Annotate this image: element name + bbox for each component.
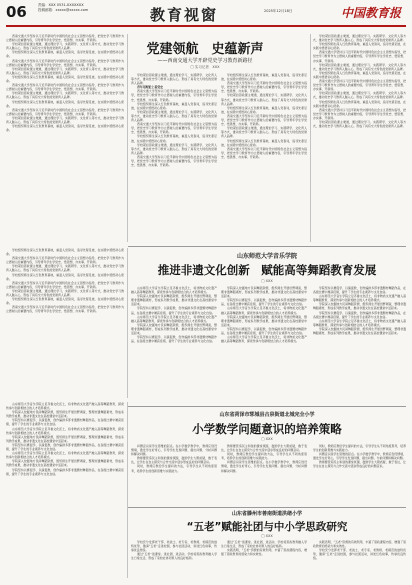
article1-paragraph: 学校紧扣思政课主渠道，通过理论学习、实践研学、文化育人等方式，推动党史学习教育入脑入心，形成了具有交大特色的党建育人品牌。	[6, 288, 124, 298]
article4-paragraph: 学校充分发挥老干部、老战士、老专家、老教师、老模范的独特优势，邀请“五老”走进校园，参与社团活动，讲述红色故事，传承优良传统。	[131, 540, 217, 553]
article1-lead-heading: 青年用理论上看党史	[137, 85, 164, 90]
article2-column-2	[221, 286, 307, 404]
article2-paragraph: 学院坚持以赛促学、以演促教，创作编排多部非遗题材舞蹈作品，在各级比赛中屡获佳绩，提升了学生的专业素养与文化自信。	[221, 326, 307, 336]
page-number: 06	[6, 3, 27, 21]
article1-paragraph: 学校紧扣思政课主渠道，通过理论学习、实践研学、文化育人等方式，推动党史学习教育入脑入心，形成了具有交大特色的党建育人品牌。	[131, 73, 217, 86]
article3-paragraph: 教师要营造民主和谐的课堂氛围，鼓励学生大胆质疑，敢于表达，让学生在自主探究与合作交流中逐步形成良好的问题意识。	[131, 456, 217, 465]
article1-paragraph: 西南交通大学坚持以习近平新时代中国特色社会主义思想为指导，把党史学习教育作为立德树人的重要内容，引导青年学生学党史、悟思想、办实事、开新局。	[221, 146, 307, 159]
article1-column-left	[6, 34, 124, 244]
article2-paragraph: 学院深入挖掘地方民间舞蹈资源，组织师生开展田野调查，整理非遗舞蹈素材，形成系列教学成果，推动非遗文化在高校课堂中活起来。	[131, 294, 217, 307]
article1-paragraph: 学校紧扣思政课主渠道，通过理论学习、实践研学、文化育人等方式，推动党史学习教育入脑入心，形成了具有交大特色的党建育人品牌。	[6, 91, 124, 100]
article2-paragraph: 学院坚持以赛促学、以演促教，创作编排多部非遗题材舞蹈作品，在各级比赛中屡获佳绩，提升了学生的专业素养与文化自信。	[221, 298, 307, 307]
article1-paragraph: 学校组织师生深入红色教育基地，重温入党誓词，追寻先辈足迹，在实践中感悟初心使命。	[221, 105, 307, 114]
article1-paragraph: 西南交通大学坚持以习近平新时代中国特色社会主义思想为指导，把党史学习教育作为立德树人的重要内容，引导青年学生学党史、悟思想、办实事、开新局。	[6, 107, 124, 116]
article1-paragraph: 学校紧扣思政课主渠道，通过理论学习、实践研学、文化育人等方式，推动党史学习教育入脑入心，形成了具有交大特色的党建育人品牌。	[313, 62, 406, 71]
article1-paragraph: 西南交通大学坚持以习近平新时代中国特色社会主义思想为指导，把党史学习教育作为立德树人的重要内容，引导青年学生学党史、悟思想、办实事、开新局。	[6, 280, 124, 289]
article2-column-1	[131, 286, 217, 404]
column-divider	[127, 402, 128, 578]
article4-kicker: 山东省滕州市善南街道洪绪小学	[231, 511, 302, 517]
article1-paragraph: 学校紧扣思政课主渠道，通过理论学习、实践研学、文化育人等方式，推动党史学习教育入脑入心，形成了具有交大特色的党建育人品牌。	[131, 109, 217, 123]
article1-paragraph: 学校组织师生深入红色教育基地，重温入党誓词，追寻先辈足迹，在实践中感悟初心使命。	[6, 50, 124, 59]
article1-paragraph: 学校组织师生深入红色教育基地，重温入党誓词，追寻先辈足迹，在实践中感悟初心使命。	[313, 99, 406, 108]
article1-column-mid2	[221, 73, 307, 243]
article3-paragraph: 同时，教师应教给学生提问的方法，引导学生从不同角度思考，培养学生的创新思维与实践能力。	[221, 452, 307, 461]
article1-paragraph: 西南交通大学坚持以习近平新时代中国特色社会主义思想为指导，把党史学习教育作为立德树人的重要内容，引导青年学生学党史、悟思想、办实事、开新局。	[313, 107, 406, 120]
article1-paragraph: 西南交通大学坚持以习近平新时代中国特色社会主义思想为指导，把党史学习教育作为立德树人的重要内容，引导青年学生学党史、悟思想、办实事、开新局。	[313, 79, 406, 92]
article2-paragraph: 山东师范大学音乐学院立足齐鲁文化沃土，将非物质文化遗产融入高等舞蹈教育，探索传承与创新相结合的人才培养模式。	[131, 286, 217, 295]
article2-paragraph: 山东师范大学音乐学院立足齐鲁文化沃土，将非物质文化遗产融入高等舞蹈教育，探索传承与创新相结合的人才培养模式。	[313, 318, 406, 327]
article4-column-2	[221, 540, 307, 582]
editor-info	[38, 3, 88, 13]
article4-paragraph: 实践表明，“五老”资源的有效利用，丰富了思政课程内容，增强了思政教育的感染力和实效性。	[313, 540, 406, 549]
email-line: 投稿邮箱：xxxxx@xxxxx.com	[38, 8, 89, 12]
article1-paragraph: 学校紧扣思政课主渠道，通过理论学习、实践研学、文化育人等方式，推动党史学习教育入脑入心，形成了具有交大特色的党建育人品牌。	[313, 91, 406, 100]
article1-paragraph: 学校紧扣思政课主渠道，通过理论学习、实践研学、文化育人等方式，推动党史学习教育入脑入心，形成了具有交大特色的党建育人品牌。	[221, 126, 307, 139]
article1-paragraph: 西南交通大学坚持以习近平新时代中国特色社会主义思想为指导，把党史学习教育作为立德树人的重要内容，引导青年学生学党史、悟思想、办实事、开新局。	[131, 154, 217, 168]
article4-title: “五老”赋能社团与中小学思政研究	[186, 521, 348, 533]
article3-paragraph: 问题意识是学生思维的起点。在小学数学教学中，教师应创设情境，激发学生好奇心，引导学生发现问题、提出问题、分析问题和解决问题。	[131, 444, 217, 457]
article3-paragraph: 教师要营造民主和谐的课堂氛围，鼓励学生大胆质疑，敢于表达，让学生在自主探究与合作交流中逐步形成良好的问题意识。	[313, 460, 406, 469]
article2-byline: □ XXX	[261, 279, 273, 283]
article1-column-right	[313, 34, 406, 244]
article1-paragraph: 学校紧扣思政课主渠道，通过理论学习、实践研学、文化育人等方式，推动党史学习教育入脑入心，形成了具有交大特色的党建育人品牌。	[6, 115, 124, 124]
section-rule	[128, 246, 406, 247]
article1-paragraph: 学校紧扣思政课主渠道，通过理论学习、实践研学、文化育人等方式，推动党史学习教育入脑入心，形成了具有交大特色的党建育人品牌。	[6, 66, 124, 75]
article4-byline: □ XXX	[261, 534, 273, 538]
column-divider	[310, 34, 311, 242]
article1-paragraph: 学校组织师生深入红色教育基地，重温入党誓词，追寻先辈足迹，在实践中感悟初心使命。	[313, 70, 406, 79]
article3-title: 小学数学问题意识的培养策略	[192, 422, 342, 436]
article1-paragraph: 学校组织师生深入红色教育基地，重温入党誓词，追寻先辈足迹，在实践中感悟初心使命。	[131, 101, 217, 110]
article4-paragraph: 实践表明，“五老”资源的有效利用，丰富了思政课程内容，增强了思政教育的感染力和实效性。	[221, 548, 307, 557]
article1-paragraph: 西南交通大学坚持以习近平新时代中国特色社会主义思想为指导，把党史学习教育作为立德树人的重要内容，引导青年学生学党史、悟思想、办实事、开新局。	[221, 81, 307, 94]
article4-paragraph: 学校充分发挥老干部、老战士、老专家、老教师、老模范的独特优势，邀请“五老”走进校园，参与社团活动，讲述红色故事，传承优良传统。	[313, 548, 406, 561]
section-title: 教育视窗	[150, 6, 219, 24]
article2-paragraph: 山东师范大学音乐学院立足齐鲁文化沃土，将非物质文化遗产融入高等舞蹈教育，探索传承与创新相结合的人才培养模式。	[6, 451, 124, 460]
article4-column-1	[131, 540, 217, 582]
article1-paragraph: 西南交通大学坚持以习近平新时代中国特色社会主义思想为指导，把党史学习教育作为立德树人的重要内容，引导青年学生学党史、悟思想、办实事、开新局。	[131, 89, 217, 102]
article1-paragraph: 西南交通大学坚持以习近平新时代中国特色社会主义思想为指导，把党史学习教育作为立德树人的重要内容，引导青年学生学党史、悟思想、办实事、开新局。	[6, 34, 124, 43]
article1-paragraph: 西南交通大学坚持以习近平新时代中国特色社会主义思想为指导，把党史学习教育作为立德树人的重要内容，引导青年学生学党史、悟思想、办实事、开新局。	[221, 113, 307, 127]
article1-paragraph: 学校组织师生深入红色教育基地，重温入党誓词，追寻先辈足迹，在实践中感悟初心使命。	[6, 272, 124, 281]
article2-paragraph: 山东师范大学音乐学院立足齐鲁文化沃土，将非物质文化遗产融入高等舞蹈教育，探索传承与创新相结合的人才培养模式。	[131, 314, 217, 323]
article3-paragraph: 问题意识是学生思维的起点。在小学数学教学中，教师应创设情境，激发学生好奇心，引导学生发现问题、提出问题、分析问题和解决问题。	[313, 452, 406, 461]
column-divider	[127, 34, 128, 242]
article4-column-3	[313, 540, 406, 582]
article4-paragraph: 通过“五老”进课堂、进社团、进活动，学校将思政教育融入学生日常生活，形成了家校社协同育人的良好格局。	[131, 552, 217, 561]
article1-paragraph: 学校组织师生深入红色教育基地，重温入党誓词，追寻先辈足迹，在实践中感悟初心使命。	[313, 42, 406, 51]
article1-paragraph: 西南交通大学坚持以习近平新时代中国特色社会主义思想为指导，把党史学习教育作为立德树人的重要内容，引导青年学生学党史、悟思想、办实事、开新局。	[131, 122, 217, 135]
article1-paragraph: 学校组织师生深入红色教育基地，重温入党誓词，追寻先辈足迹，在实践中感悟初心使命。	[6, 297, 124, 306]
article1-paragraph: 学校紧扣思政课主渠道，通过理论学习、实践研学、文化育人等方式，推动党史学习教育入脑入心，形成了具有交大特色的党建育人品牌。	[221, 93, 307, 106]
article1-paragraph: 学校组织师生深入红色教育基地，重温入党誓词，追寻先辈足迹，在实践中感悟初心使命。	[6, 99, 124, 108]
article1-paragraph: 学校紧扣思政课主渠道，通过理论学习、实践研学、文化育人等方式，推动党史学习教育入脑入心，形成了具有交大特色的党建育人品牌。	[313, 119, 406, 129]
article2-paragraph: 学院坚持以赛促学、以演促教，创作编排多部非遗题材舞蹈作品，在各级比赛中屡获佳绩，提升了学生的专业素养与文化自信。	[131, 335, 217, 344]
article1-paragraph: 学校紧扣思政课主渠道，通过理论学习、实践研学、文化育人等方式，推动党史学习教育入脑入心，形成了具有交大特色的党建育人品牌。	[6, 42, 124, 51]
article2-paragraph: 山东师范大学音乐学院立足齐鲁文化沃土，将非物质文化遗产融入高等舞蹈教育，探索传承与创新相结合的人才培养模式。	[313, 294, 406, 303]
article1-paragraph: 西南交通大学坚持以习近平新时代中国特色社会主义思想为指导，把党史学习教育作为立德树人的重要内容，引导青年学生学党史、悟思想、办实事、开新局。	[313, 50, 406, 63]
header-rule	[6, 25, 406, 27]
article3-column-2	[221, 444, 307, 504]
article2-paragraph: 学院深入挖掘地方民间舞蹈资源，组织师生开展田野调查，整理非遗舞蹈素材，形成系列教学成果，推动非遗文化在高校课堂中活起来。	[6, 410, 124, 419]
article1-paragraph: 西南交通大学坚持以习近平新时代中国特色社会主义思想为指导，把党史学习教育作为立德树人的重要内容，引导青年学生学党史、悟思想、办实事、开新局。	[6, 83, 124, 92]
article3-paragraph: 教师要营造民主和谐的课堂氛围，鼓励学生大胆质疑，敢于表达，让学生在自主探究与合作交流中逐步形成良好的问题意识。	[221, 444, 307, 453]
column-divider	[127, 248, 128, 398]
article2-paragraph: 学院坚持以赛促学、以演促教，创作编排多部非遗题材舞蹈作品，在各级比赛中屡获佳绩，提升了学生的专业素养与文化自信。	[313, 286, 406, 295]
article1-paragraph: 学校组织师生深入红色教育基地，重温入党誓词，追寻先辈足迹，在实践中感悟初心使命。	[131, 134, 217, 143]
section-rule	[128, 406, 406, 407]
article3-paragraph: 问题意识是学生思维的起点。在小学数学教学中，教师应创设情境，激发学生好奇心，引导学生发现问题、提出问题、分析问题和解决问题。	[221, 460, 307, 473]
article1-paragraph: 学校组织师生深入红色教育基地，重温入党誓词，追寻先辈足迹，在实践中感悟初心使命。	[6, 124, 124, 133]
article2-paragraph: 山东师范大学音乐学院立足齐鲁文化沃土，将非物质文化遗产融入高等舞蹈教育，探索传承与创新相结合的人才培养模式。	[6, 402, 124, 411]
article2-paragraph: 学院坚持以赛促学、以演促教，创作编排多部非遗题材舞蹈作品，在各级比赛中屡获佳绩，提升了学生的专业素养与文化自信。	[131, 306, 217, 315]
article3-column-3	[313, 444, 406, 504]
article4-paragraph: 通过“五老”进课堂、进社团、进活动，学校将思政教育融入学生日常生活，形成了家校社协同育人的良好格局。	[221, 540, 307, 549]
article1-column-mid	[131, 73, 217, 243]
article2-paragraph: 学院深入挖掘地方民间舞蹈资源，组织师生开展田野调查，整理非遗舞蹈素材，形成系列教学成果，推动非遗文化在高校课堂中活起来。	[221, 314, 307, 327]
article1-paragraph: 学校组织师生深入红色教育基地，重温入党誓词，追寻先辈足迹，在实践中感悟初心使命。	[6, 74, 124, 84]
article2-title: 推进非遗文化创新 赋能高等舞蹈教育发展	[157, 263, 377, 277]
article2-paragraph: 山东师范大学音乐学院立足齐鲁文化沃土，将非物质文化遗产融入高等舞蹈教育，探索传承与创新相结合的人才培养模式。	[6, 426, 124, 435]
article2-paragraph: 山东师范大学音乐学院立足齐鲁文化沃土，将非物质文化遗产融入高等舞蹈教育，探索传承与创新相结合的人才培养模式。	[221, 335, 307, 344]
article2-kicker: 山东师范大学音乐学院	[236, 253, 297, 260]
article1-paragraph: 学校紧扣思政课主渠道，通过理论学习、实践研学、文化育人等方式，推动党史学习教育入脑入心，形成了具有交大特色的党建育人品牌。	[131, 142, 217, 155]
article2-paragraph: 学院深入挖掘地方民间舞蹈资源，组织师生开展田野调查，整理非遗舞蹈素材，形成系列教学成果，推动非遗文化在高校课堂中活起来。	[221, 286, 307, 299]
article2-paragraph: 学院深入挖掘地方民间舞蹈资源，组织师生开展田野调查，整理非遗舞蹈素材，形成系列教学成果，推动非遗文化在高校课堂中活起来。	[6, 434, 124, 443]
article1-paragraph: 西南交通大学坚持以习近平新时代中国特色社会主义思想为指导，把党史学习教育作为立德树人的重要内容，引导青年学生学党史、悟思想、办实事、开新局。	[6, 256, 124, 265]
article3-byline: □ XXX	[261, 437, 273, 441]
article2-continued-left	[6, 402, 124, 572]
article1-paragraph: 学校紧扣思政课主渠道，通过理论学习、实践研学、文化育人等方式，推动党史学习教育入脑入心，形成了具有交大特色的党建育人品牌。	[6, 264, 124, 273]
article2-paragraph: 学院深入挖掘地方民间舞蹈资源，组织师生开展田野调查，整理非遗舞蹈素材，形成系列教学成果，推动非遗文化在高校课堂中活起来。	[313, 302, 406, 311]
article2-paragraph: 学院深入挖掘地方民间舞蹈资源，组织师生开展田野调查，整理非遗舞蹈素材，形成系列教学成果，推动非遗文化在高校课堂中活起来。	[131, 322, 217, 336]
article3-paragraph: 同时，教师应教给学生提问的方法，引导学生从不同角度思考，培养学生的创新思维与实践能力。	[131, 464, 217, 473]
article1-paragraph: 学校组织师生深入红色教育基地，重温入党誓词，追寻先辈足迹，在实践中感悟初心使命。	[221, 73, 307, 82]
article2-column-3	[313, 286, 406, 404]
article1-subtitle: ——西南交通大学开辟党史学习教育新路径	[157, 58, 253, 64]
article1-byline: □ 实习记者 XXX	[190, 65, 220, 69]
article2-paragraph: 学院深入挖掘地方民间舞蹈资源，组织师生开展田野调查，整理非遗舞蹈素材，形成系列教学成果，推动非遗文化在高校课堂中活起来。	[6, 459, 124, 468]
masthead-logo: 中国教育报	[341, 6, 402, 20]
article1-title: 党建领航 史蕴新声	[146, 42, 264, 57]
article2-paragraph: 山东师范大学音乐学院立足齐鲁文化沃土，将非物质文化遗产融入高等舞蹈教育，探索传承与创新相结合的人才培养模式。	[221, 306, 307, 315]
article3-kicker: 山东省菏泽市郓城县古泉街道北城完全小学	[219, 412, 315, 418]
article2-paragraph: 学院坚持以赛促学、以演促教，创作编排多部非遗题材舞蹈作品，在各级比赛中屡获佳绩，提升了学生的专业素养与文化自信。	[6, 467, 124, 476]
article3-paragraph: 同时，教师应教给学生提问的方法，引导学生从不同角度思考，培养学生的创新思维与实践能力。	[313, 444, 406, 453]
article2-paragraph: 学院坚持以赛促学、以演促教，创作编排多部非遗题材舞蹈作品，在各级比赛中屡获佳绩，提升了学生的专业素养与文化自信。	[6, 418, 124, 427]
section-rule	[128, 507, 406, 508]
article2-paragraph: 学院坚持以赛促学、以演促教，创作编排多部非遗题材舞蹈作品，在各级比赛中屡获佳绩，提升了学生的专业素养与文化自信。	[313, 310, 406, 319]
article1-continued-left	[6, 248, 124, 398]
article3-column-1	[131, 444, 217, 504]
article1-paragraph: 西南交通大学坚持以习近平新时代中国特色社会主义思想为指导，把党史学习教育作为立德树人的重要内容，引导青年学生学党史、悟思想、办实事、开新局。	[6, 305, 124, 314]
page-header	[0, 0, 412, 30]
article1-paragraph: 学校组织师生深入红色教育基地，重温入党誓词，追寻先辈足迹，在实践中感悟初心使命。	[6, 248, 124, 257]
article1-paragraph: 学校紧扣思政课主渠道，通过理论学习、实践研学、文化育人等方式，推动党史学习教育入脑入心，形成了具有交大特色的党建育人品牌。	[313, 34, 406, 43]
article2-paragraph: 学院坚持以赛促学、以演促教，创作编排多部非遗题材舞蹈作品，在各级比赛中屡获佳绩，提升了学生的专业素养与文化自信。	[6, 442, 124, 452]
article1-paragraph: 学校组织师生深入红色教育基地，重温入党誓词，追寻先辈足迹，在实践中感悟初心使命。	[221, 138, 307, 147]
issue-date: 2025年12月18日	[264, 9, 293, 13]
editor-line: 责编：XXX 0531-XXXXXXX	[38, 3, 84, 7]
article1-paragraph: 西南交通大学坚持以习近平新时代中国特色社会主义思想为指导，把党史学习教育作为立德树人的重要内容，引导青年学生学党史、悟思想、办实事、开新局。	[6, 58, 124, 67]
article2-paragraph: 学院深入挖掘地方民间舞蹈资源，组织师生开展田野调查，整理非遗舞蹈素材，形成系列教学成果，推动非遗文化在高校课堂中活起来。	[313, 326, 406, 336]
